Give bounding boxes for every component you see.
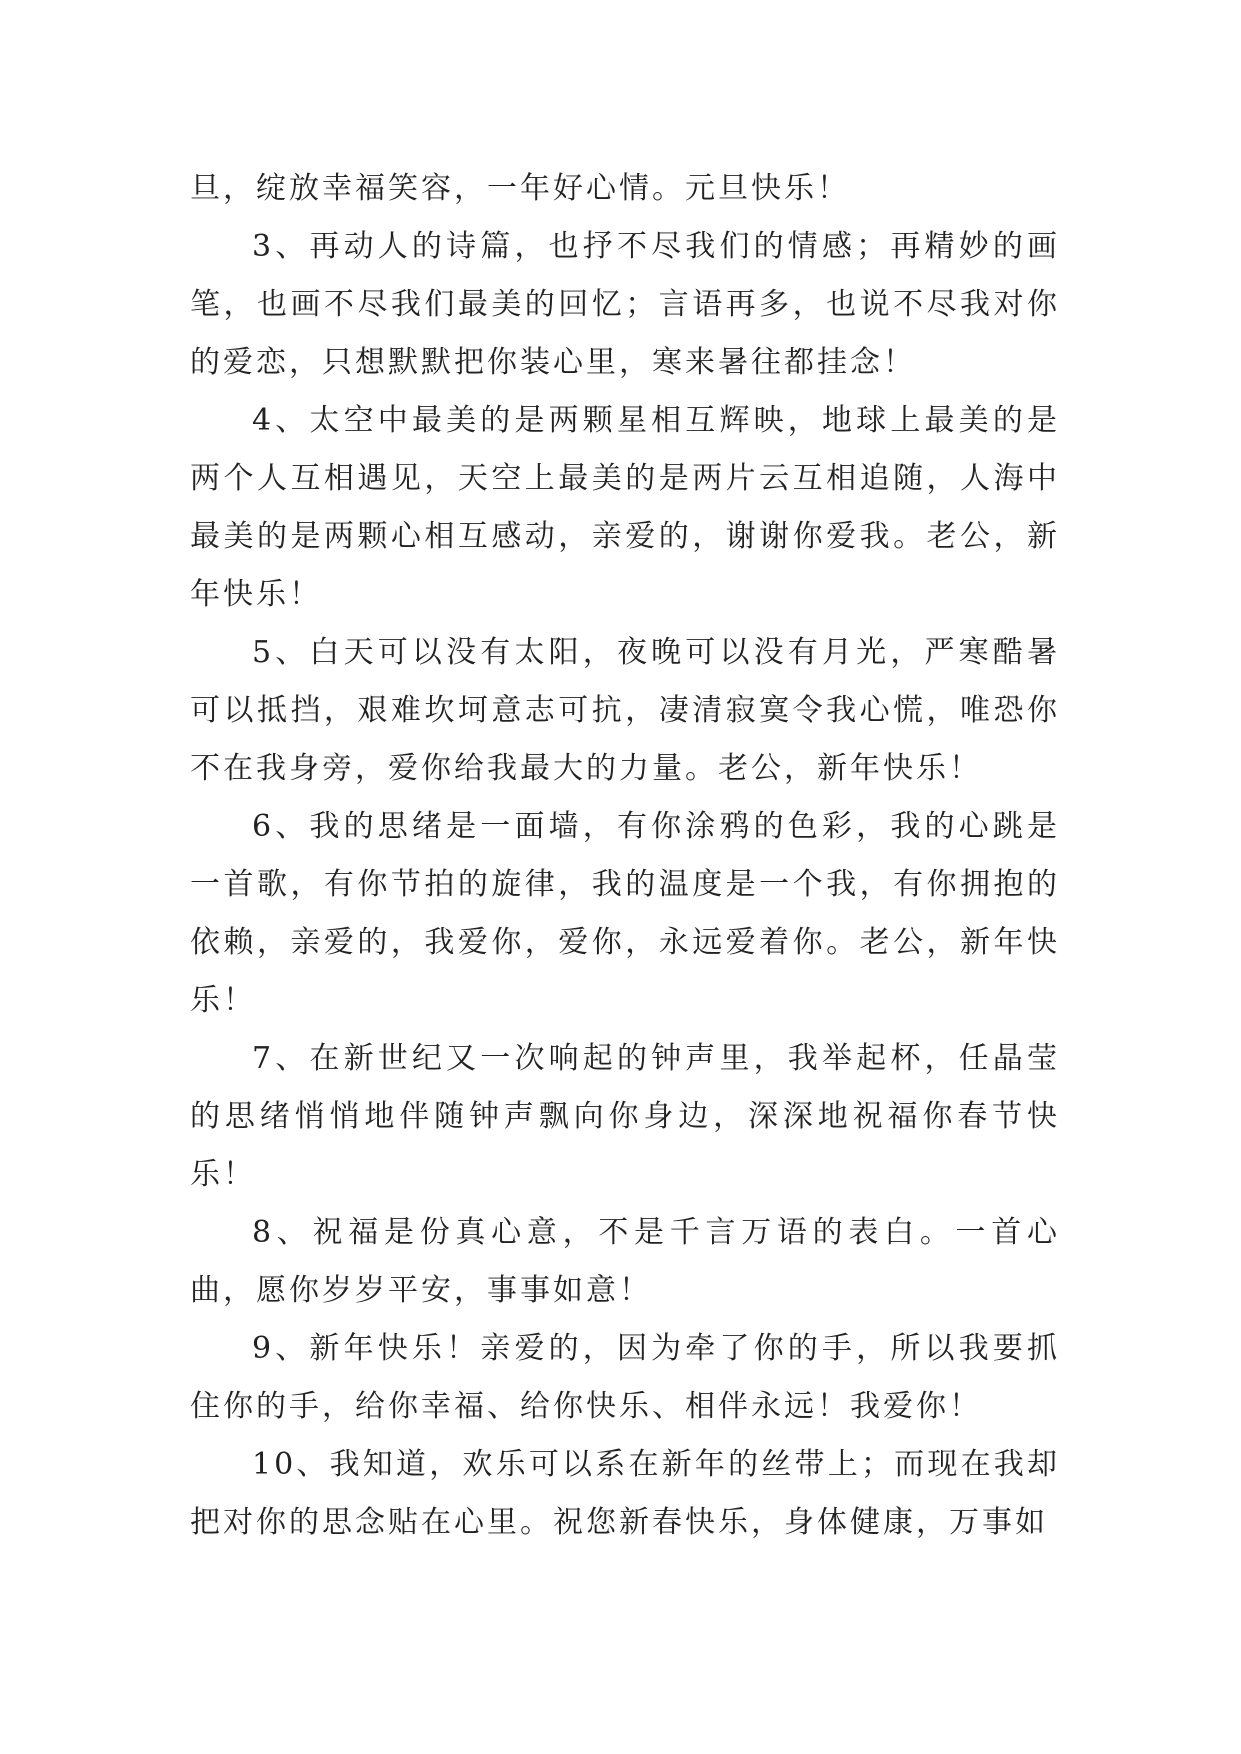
paragraph-item-9: 9、新年快乐！亲爱的，因为牵了你的手，所以我要抓住你的手，给你幸福、给你快乐、相伴永远！我爱你！ [190, 1331, 1060, 1424]
paragraph-continuation: 旦，绽放幸福笑容，一年好心情。元旦快乐！ [190, 171, 850, 206]
paragraph-item-4: 4、太空中最美的是两颗星相互辉映，地球上最美的是两个人互相遇见，天空上最美的是两片云互相追随，人海中最美的是两颗心相互感动，亲爱的，谢谢你爱我。老公，新年快乐！ [190, 403, 1060, 612]
paragraph-item-3: 3、再动人的诗篇，也抒不尽我们的情感；再精妙的画笔，也画不尽我们最美的回忆；言语再多，也说不尽我对你的爱恋，只想默默把你装心里，寒来暑往都挂念！ [190, 229, 1060, 380]
paragraph-item-6: 6、我的思绪是一面墙，有你涂鸦的色彩，我的心跳是一首歌，有你节拍的旋律，我的温度是一个我，有你拥抱的依赖，亲爱的，我爱你，爱你，永远爱着你。老公，新年快乐！ [190, 809, 1060, 1018]
paragraph-item-10: 10、我知道，欢乐可以系在新年的丝带上；而现在我却把对你的思念贴在心里。祝您新春快乐，身体健康，万事如 [190, 1447, 1060, 1540]
paragraph-item-8: 8、祝福是份真心意，不是千言万语的表白。一首心曲，愿你岁岁平安，事事如意！ [190, 1215, 1060, 1308]
paragraph-item-7: 7、在新世纪又一次响起的钟声里，我举起杯，任晶莹的思绪悄悄地伴随钟声飘向你身边，深深地祝福你春节快乐！ [190, 1041, 1060, 1192]
document-body [190, 160, 1060, 1552]
paragraph-item-5: 5、白天可以没有太阳，夜晚可以没有月光，严寒酷暑可以抵挡，艰难坎坷意志可抗，凄清寂寞令我心慌，唯恐你不在我身旁，爱你给我最大的力量。老公，新年快乐！ [190, 635, 1060, 786]
